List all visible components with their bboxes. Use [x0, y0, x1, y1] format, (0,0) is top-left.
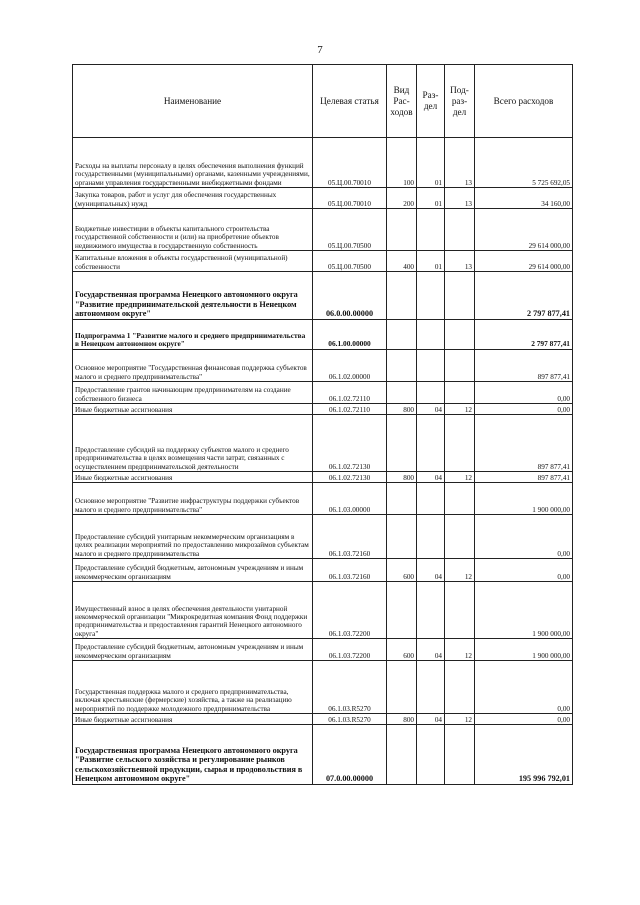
- row-name: Предоставление субсидий на поддержку субъектов малого и среднего предпринимательства в целях возмещения части затрат, связанных с осуществлением предпринимательской деятельности: [73, 415, 313, 472]
- row-subsection: 12: [445, 404, 475, 415]
- row-section: [417, 382, 445, 404]
- row-type: [387, 661, 417, 714]
- row-code: 06.0.00.00000: [313, 272, 387, 320]
- row-section: [417, 515, 445, 559]
- table-row: [73, 188, 573, 209]
- row-total: 29 614 000,00: [475, 209, 573, 251]
- table-row: [73, 582, 573, 639]
- row-subsection: [445, 515, 475, 559]
- table-row: [73, 559, 573, 582]
- row-total: 29 614 000,00: [475, 251, 573, 272]
- row-type: 600: [387, 559, 417, 582]
- row-section: [417, 483, 445, 515]
- row-type: 800: [387, 472, 417, 483]
- row-subsection: [445, 382, 475, 404]
- row-name: Бюджетные инвестиции в объекты капитального строительства государственной собственности и (или) на приобретение объектов недвижимого имущества в государственную собственность: [73, 209, 313, 251]
- row-type: [387, 415, 417, 472]
- row-name: Предоставление грантов начинающим предпринимателям на создание собственного бизнеса: [73, 382, 313, 404]
- row-code: 05.Ц.00.70500: [313, 209, 387, 251]
- row-total: 34 160,00: [475, 188, 573, 209]
- row-total: 897 877,41: [475, 472, 573, 483]
- row-type: 600: [387, 639, 417, 661]
- table-row: [73, 661, 573, 714]
- row-subsection: [445, 209, 475, 251]
- row-name: Государственная программа Ненецкого автономного округа "Развитие сельского хозяйства и регулирование рынков сельскохозяйственной продукции, сырья и продовольствия в Ненецком автономном округе": [73, 725, 313, 785]
- row-section: 01: [417, 251, 445, 272]
- table-row: [73, 272, 573, 320]
- row-section: 04: [417, 559, 445, 582]
- row-type: [387, 582, 417, 639]
- row-section: [417, 725, 445, 785]
- row-code: 06.1.03.00000: [313, 483, 387, 515]
- row-type: [387, 483, 417, 515]
- row-name: Расходы на выплаты персоналу в целях обеспечения выполнения функций государственными (муниципальными) органами, казенными учреждениями, органами управления государственными внебюджетными фондами: [73, 138, 313, 188]
- row-type: [387, 515, 417, 559]
- row-total: 1 900 000,00: [475, 483, 573, 515]
- row-code: 06.1.03.72160: [313, 559, 387, 582]
- row-code: 05.Ц.00.70010: [313, 138, 387, 188]
- row-total: 195 996 792,01: [475, 725, 573, 785]
- header-subsection: Под- раз- дел: [445, 65, 475, 138]
- row-subsection: 12: [445, 639, 475, 661]
- row-name: Предоставление субсидий бюджетным, автономным учреждениям и иным некоммерческим организациям: [73, 639, 313, 661]
- row-section: [417, 661, 445, 714]
- row-total: 0,00: [475, 661, 573, 714]
- row-type: 800: [387, 714, 417, 725]
- row-name: Имущественный взнос в целях обеспечения деятельности унитарной некоммерческой организации "Микрокредитная компания Фонд поддержки предпринимательства и предоставления гарантий Ненецкого автономного округа": [73, 582, 313, 639]
- table-row: [73, 515, 573, 559]
- row-type: 400: [387, 251, 417, 272]
- row-subsection: [445, 350, 475, 382]
- header-code: Целевая статья: [313, 65, 387, 138]
- row-type: [387, 382, 417, 404]
- row-subsection: 13: [445, 251, 475, 272]
- row-subsection: 12: [445, 472, 475, 483]
- row-total: 0,00: [475, 382, 573, 404]
- row-subsection: 13: [445, 138, 475, 188]
- table-row: [73, 714, 573, 725]
- table-row: [73, 382, 573, 404]
- header-type: Вид Рас- ходов: [387, 65, 417, 138]
- row-code: 06.1.03.R5270: [313, 714, 387, 725]
- row-code: 06.1.03.R5270: [313, 661, 387, 714]
- row-section: 04: [417, 639, 445, 661]
- row-section: 04: [417, 404, 445, 415]
- row-section: [417, 272, 445, 320]
- row-subsection: [445, 483, 475, 515]
- table-row: [73, 415, 573, 472]
- row-subsection: [445, 415, 475, 472]
- row-section: 04: [417, 714, 445, 725]
- row-section: [417, 350, 445, 382]
- row-name: Иные бюджетные ассигнования: [73, 714, 313, 725]
- table-row: [73, 251, 573, 272]
- row-type: 100: [387, 138, 417, 188]
- table-row: [73, 350, 573, 382]
- table-row: [73, 138, 573, 188]
- table-row: [73, 209, 573, 251]
- row-section: [417, 582, 445, 639]
- row-type: 800: [387, 404, 417, 415]
- row-total: 2 797 877,41: [475, 320, 573, 350]
- row-total: 0,00: [475, 714, 573, 725]
- row-code: 05.Ц.00.70500: [313, 251, 387, 272]
- page-number: 7: [317, 44, 323, 56]
- row-total: 5 725 692,05: [475, 138, 573, 188]
- row-name: Основное мероприятие "Развитие инфраструктуры поддержки субъектов малого и среднего предпринимательства": [73, 483, 313, 515]
- row-type: [387, 272, 417, 320]
- row-code: 07.0.00.00000: [313, 725, 387, 785]
- row-section: [417, 320, 445, 350]
- row-subsection: 12: [445, 714, 475, 725]
- row-name: Подпрограмма 1 "Развитие малого и среднего предпринимательства в Ненецком автономном округе": [73, 320, 313, 350]
- row-total: 2 797 877,41: [475, 272, 573, 320]
- table-row: [73, 472, 573, 483]
- row-total: 0,00: [475, 404, 573, 415]
- row-section: 01: [417, 188, 445, 209]
- row-type: [387, 209, 417, 251]
- table-row: [73, 725, 573, 785]
- row-code: 06.1.02.72130: [313, 472, 387, 483]
- row-code: 06.1.02.72110: [313, 382, 387, 404]
- row-name: Иные бюджетные ассигнования: [73, 404, 313, 415]
- row-code: 06.1.02.72130: [313, 415, 387, 472]
- row-code: 06.1.02.00000: [313, 350, 387, 382]
- row-total: 897 877,41: [475, 350, 573, 382]
- table-row: [73, 639, 573, 661]
- row-subsection: 13: [445, 188, 475, 209]
- row-type: [387, 725, 417, 785]
- row-code: 05.Ц.00.70010: [313, 188, 387, 209]
- row-section: 01: [417, 138, 445, 188]
- row-code: 06.1.03.72160: [313, 515, 387, 559]
- header-total: Всего расходов: [475, 65, 573, 138]
- budget-table: [72, 64, 573, 785]
- row-name: Государственная программа Ненецкого автономного округа "Развитие предпринимательской деятельности в Ненецком автономном округе": [73, 272, 313, 320]
- header-section: Раз- дел: [417, 65, 445, 138]
- row-name: Предоставление субсидий бюджетным, автономным учреждениям и иным некоммерческим организациям: [73, 559, 313, 582]
- row-type: 200: [387, 188, 417, 209]
- row-total: 1 900 000,00: [475, 639, 573, 661]
- row-subsection: [445, 272, 475, 320]
- row-total: 1 900 000,00: [475, 582, 573, 639]
- table-header-row: [73, 65, 573, 138]
- row-code: 06.1.03.72200: [313, 582, 387, 639]
- row-code: 06.1.00.00000: [313, 320, 387, 350]
- row-total: 0,00: [475, 515, 573, 559]
- header-name: Наименование: [73, 65, 313, 138]
- row-total: 0,00: [475, 559, 573, 582]
- row-subsection: 12: [445, 559, 475, 582]
- row-total: 897 877,41: [475, 415, 573, 472]
- row-name: Капитальные вложения в объекты государственной (муниципальной) собственности: [73, 251, 313, 272]
- row-subsection: [445, 725, 475, 785]
- table-row: [73, 320, 573, 350]
- row-name: Государственная поддержка малого и среднего предпринимательства, включая крестьянские (фермерские) хозяйства, а также на реализацию мероприятий по поддержке молодежного предпринимательства: [73, 661, 313, 714]
- row-name: Основное мероприятие "Государственная финансовая поддержка субъектов малого и среднего предпринимательства": [73, 350, 313, 382]
- row-subsection: [445, 661, 475, 714]
- row-subsection: [445, 582, 475, 639]
- table-row: [73, 483, 573, 515]
- row-type: [387, 350, 417, 382]
- row-type: [387, 320, 417, 350]
- row-section: [417, 415, 445, 472]
- row-name: Предоставление субсидий унитарным некоммерческим организациям в целях реализации мероприятий по предоставлению микрозаймов субъектам малого и среднего предпринимательства: [73, 515, 313, 559]
- row-code: 06.1.02.72110: [313, 404, 387, 415]
- table-row: [73, 404, 573, 415]
- row-section: [417, 209, 445, 251]
- row-subsection: [445, 320, 475, 350]
- row-name: Иные бюджетные ассигнования: [73, 472, 313, 483]
- row-section: 04: [417, 472, 445, 483]
- row-code: 06.1.03.72200: [313, 639, 387, 661]
- row-name: Закупка товаров, работ и услуг для обеспечения государственных (муниципальных) нужд: [73, 188, 313, 209]
